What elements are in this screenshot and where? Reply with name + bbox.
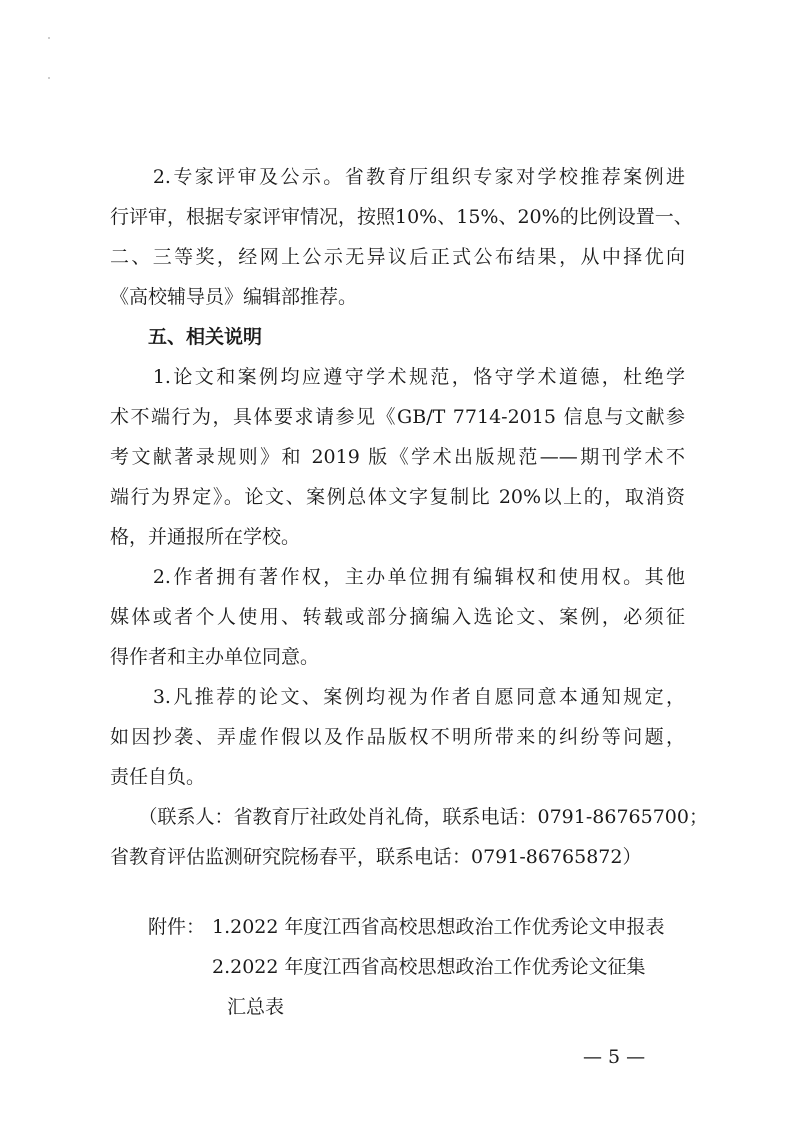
- paragraph-line: 考文献著录规则》和 2019 版《学术出版规范——期刊学术不: [110, 446, 685, 468]
- paragraph-line: 得作者和主办单位同意。: [110, 646, 320, 668]
- paragraph-line: 1.论文和案例均应遵守学术规范，恪守学术道德，杜绝学: [110, 366, 685, 388]
- paragraph-line: 术不端行为，具体要求请参见《GB/T 7714-2015 信息与文献参: [110, 406, 685, 428]
- paragraph-line: 二、三等奖，经网上公示无异议后正式公布结果，从中择优向: [110, 246, 685, 268]
- contact-line: 省教育评估监测研究院杨春平，联系电话：0791-86765872）: [110, 846, 642, 868]
- section-heading: 五、相关说明: [110, 326, 263, 348]
- attachment-item: 1.2022 年度江西省高校思想政治工作优秀论文申报表: [212, 916, 665, 938]
- paragraph-line: 责任自负。: [110, 766, 206, 788]
- paragraph-line: 端行为界定》。论文、案例总体文字复制比 20%以上的，取消资: [110, 486, 685, 508]
- scan-speck: [48, 77, 50, 79]
- paragraph-line: 媒体或者个人使用、转载或部分摘编入选论文、案例，必须征: [110, 606, 685, 628]
- paragraph-line: 2.作者拥有著作权，主办单位拥有编辑权和使用权。其他: [110, 566, 685, 588]
- contact-line: （联系人：省教育厅社政处肖礼倚，联系电话：0791-86765700；: [110, 806, 708, 828]
- attachment-item: 2.2022 年度江西省高校思想政治工作优秀论文征集: [212, 956, 646, 978]
- paragraph-line: 2.专家评审及公示。省教育厅组织专家对学校推荐案例进: [110, 166, 685, 188]
- paragraph-line: 3.凡推荐的论文、案例均视为作者自愿同意本通知规定，: [110, 686, 685, 708]
- attachment-item-continuation: 汇总表: [227, 996, 285, 1018]
- scan-speck: [48, 37, 50, 39]
- attachments-label: 附件：: [148, 916, 206, 938]
- page-number: — 5 —: [583, 1046, 646, 1068]
- paragraph-line: 如因抄袭、弄虚作假以及作品版权不明所带来的纠纷等问题，: [110, 726, 685, 748]
- paragraph-line: 格，并通报所在学校。: [110, 526, 301, 548]
- paragraph-line: 行评审，根据专家评审情况，按照10%、15%、20%的比例设置一、: [110, 206, 693, 228]
- paragraph-line: 《高校辅导员》编辑部推荐。: [110, 286, 358, 308]
